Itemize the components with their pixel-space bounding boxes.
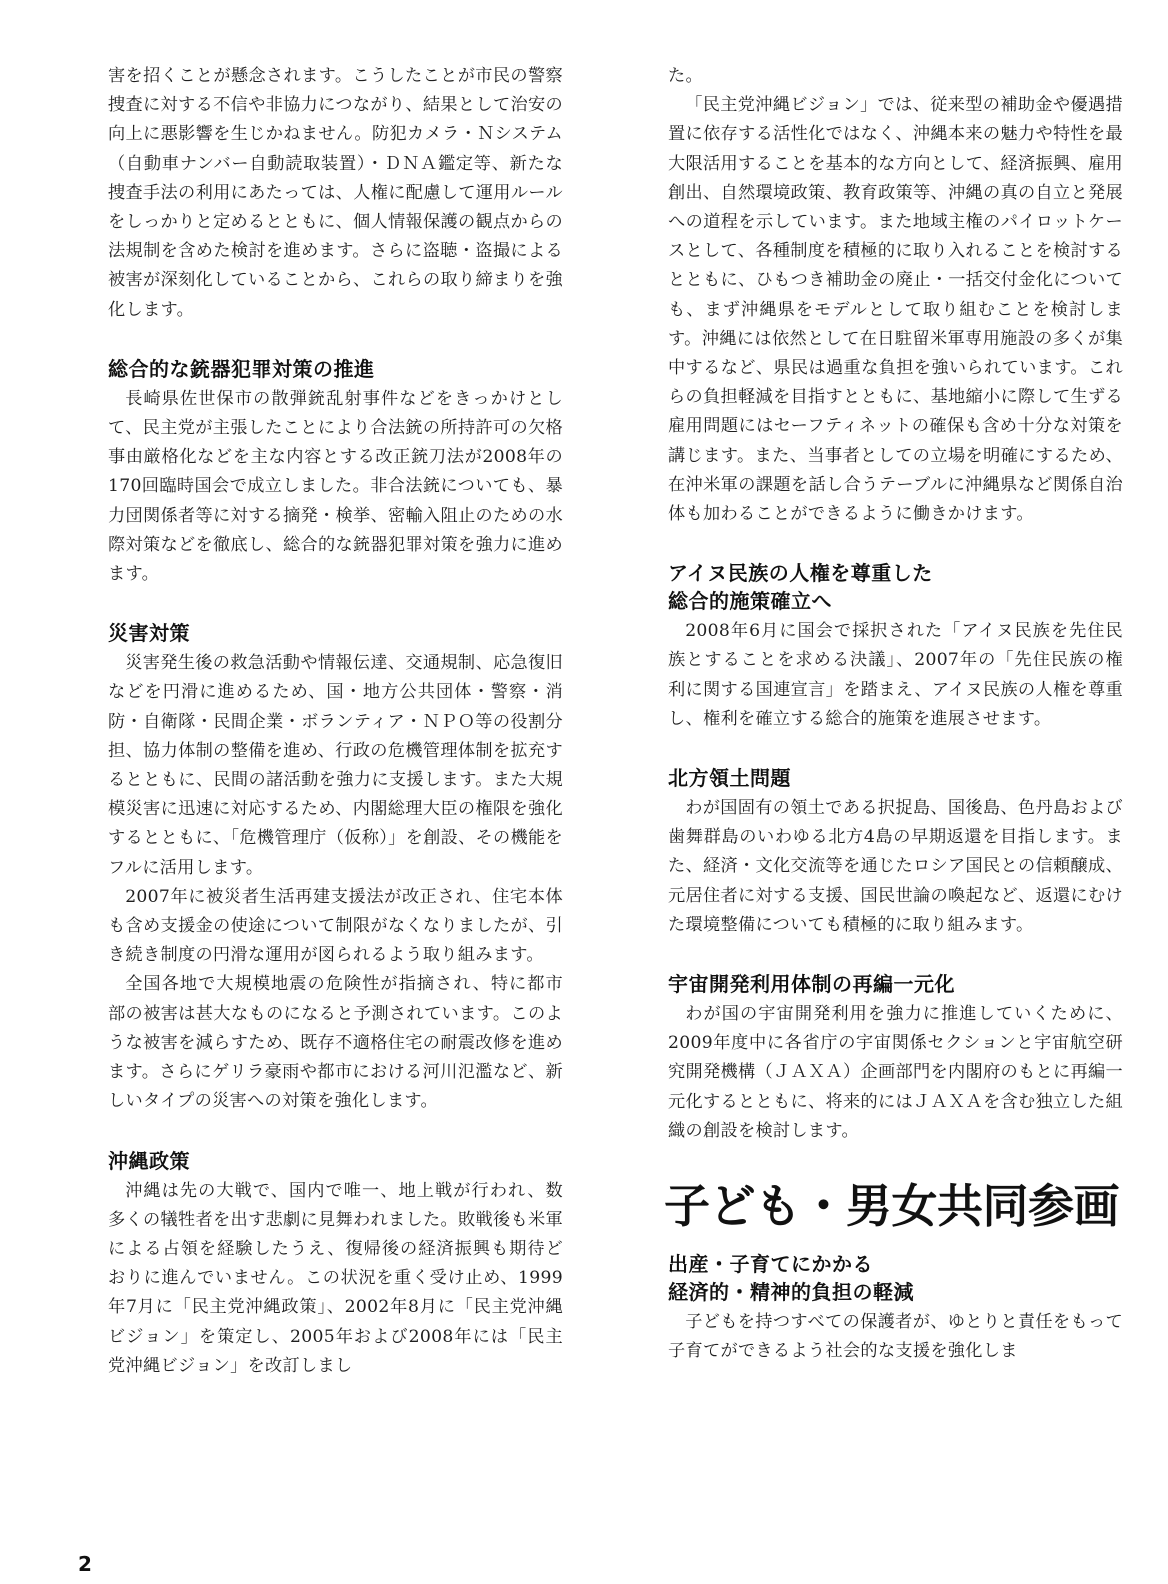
heading-northern-territories: 北方領土問題 (668, 766, 791, 791)
paragraph-okinawa-1: 沖縄は先の大戦で、国内で唯一、地上戦が行われ、数多くの犠牲者を出す悲劇に見舞われました。敗戦後も米軍による占領を経験したうえ、復帰後の経済振興も期待どおりに進んでいません。この状況を重く受け止め、1999年7月に「民主党沖縄政策」、2002年8月に「民主党沖縄ビジョン」を策定し、2005年および2008年には「民主党沖縄ビジョン」を改訂しまし (108, 1180, 563, 1376)
section-title-children: 子ども・男女共同参画 (664, 1179, 1119, 1234)
right-column (664, 62, 1123, 1367)
paragraph-space: わが国の宇宙開発利用を強力に推進していくために、2009年度中に各省庁の宇宙関係セクションと宇宙航空研究開発機構（ＪＡＸＡ）企画部門を内閣府のもとに再編一元化するとともに、将来的にはＪＡＸＡを含む独立した組織の創設を検討します。 (668, 1004, 1123, 1141)
paragraph-childcare: 子どもを持つすべての保護者が、ゆとりと責任をもって子育てができるよう社会的な支援を強化しま (668, 1312, 1123, 1362)
heading-firearms: 総合的な銃器犯罪対策の推進 (108, 356, 375, 381)
heading-space: 宇宙開発利用体制の再編一元化 (668, 972, 955, 997)
page-number: 2 (78, 1552, 92, 1576)
heading-okinawa: 沖縄政策 (108, 1148, 190, 1173)
paragraph-okinawa-2: 「民主党沖縄ビジョン」では、従来型の補助金や優遇措置に依存する活性化ではなく、沖縄本来の魅力や特性を最大限活用することを基本的な方向として、経済振興、雇用創出、自然環境政策、教育政策等、沖縄の真の自立と発展への道程を示しています。また地域主権のパイロットケースとして、各種制度を積極的に取り入れることを検討するとともに、ひもつき補助金の廃止・一括交付金化についても、まず沖縄県をモデルとして取り組むことを検討します。沖縄には依然として在日駐留米軍専用施設の多くが集中するなど、県民は過重な負担を強いられています。これらの負担軽減を目指すとともに、基地縮小に際して生ずる雇用問題にはセーフティネットの確保も含め十分な対策を講じます。また、当事者としての立場を明確にするため、在沖米軍の課題を話し合うテーブルに沖縄県など関係自治体も加わることができるように働きかけます。 (668, 95, 1123, 525)
paragraph-firearms: 長崎県佐世保市の散弾銃乱射事件などをきっかけとして、民主党が主張したことにより合法銃の所持許可の欠格事由厳格化などを主な内容とする改正銃刀法が2008年の170回臨時国会で成立しました。非合法銃についても、暴力団関係者等に対する摘発・検挙、密輸入阻止のための水際対策などを徹底し、総合的な銃器犯罪対策を強力に進めます。 (108, 388, 563, 585)
paragraph-disaster-1: 災害発生後の救急活動や情報伝達、交通規制、応急復旧などを円滑に進めるため、国・地方公共団体・警察・消防・自衛隊・民間企業・ボランティア・ＮＰＯ等の役割分担、協力体制の整備を進め、行政の危機管理体制を拡充するとともに、民間の諸活動を強力に支援します。また大規模災害に迅速に対応するため、内閣総理大臣の権限を強化するとともに、「危機管理庁（仮称）」を創設、その機能をフルに活用します。 (108, 653, 563, 878)
paragraph-disaster-3: 全国各地で大規模地震の危険性が指摘され、特に都市部の被害は甚大なものになると予測されています。このような被害を減らすため、既存不適格住宅の耐震改修を進めます。さらにゲリラ豪雨や都市における河川氾濫など、新しいタイプの災害への対策を強化します。 (108, 974, 563, 1112)
paragraph-okinawa-1-tail: た。 (668, 66, 703, 86)
paragraph-intro: 害を招くことが懸念されます。こうしたことが市民の警察捜査に対する不信や非協力につながり、結果として治安の向上に悪影響を生じかねません。防犯カメラ・Ｎシステム（自動車ナンバー自動読取装置）・ＤＮＡ鑑定等、新たな捜査手法の利用にあたっては、人権に配慮して運用ルールをしっかりと定めるとともに、個人情報保護の観点からの法規制を含めた検討を進めます。さらに盗聴・盗撮による被害が深刻化していることから、これらの取り締まりを強化します。 (108, 66, 563, 320)
heading-childcare-line2: 経済的・精神的負担の軽減 (668, 1280, 914, 1305)
heading-childcare-line1: 出産・子育てにかかる (668, 1252, 873, 1277)
heading-disaster: 災害対策 (108, 621, 190, 646)
heading-ainu-line1: アイヌ民族の人権を尊重した (668, 561, 933, 586)
paragraph-ainu: 2008年6月に国会で採択された「アイヌ民族を先住民族とすることを求める決議」、2007年の「先住民族の権利に関する国連宣言」を踏まえ、アイヌ民族の人権を尊重し、権利を確立する総合的施策を進展させます。 (668, 621, 1123, 729)
heading-ainu-line2: 総合的施策確立へ (668, 589, 832, 614)
paragraph-disaster-2: 2007年に被災者生活再建支援法が改正され、住宅本体も含め支援金の使途について制限がなくなりましたが、引き続き制度の円滑な運用が図られるよう取り組みます。 (108, 886, 563, 966)
heading-childcare (668, 1250, 1123, 1306)
paragraph-northern-territories: わが国固有の領土である択捉島、国後島、色丹島および歯舞群島のいわゆる北方4島の早期返還を目指します。また、経済・文化交流等を通じたロシア国民との信頼醸成、元居住者に対する支援、国民世論の喚起など、返還にむけた環境整備についても積極的に取り組みます。 (668, 798, 1123, 935)
left-column (108, 62, 563, 1381)
heading-ainu (668, 559, 1123, 615)
